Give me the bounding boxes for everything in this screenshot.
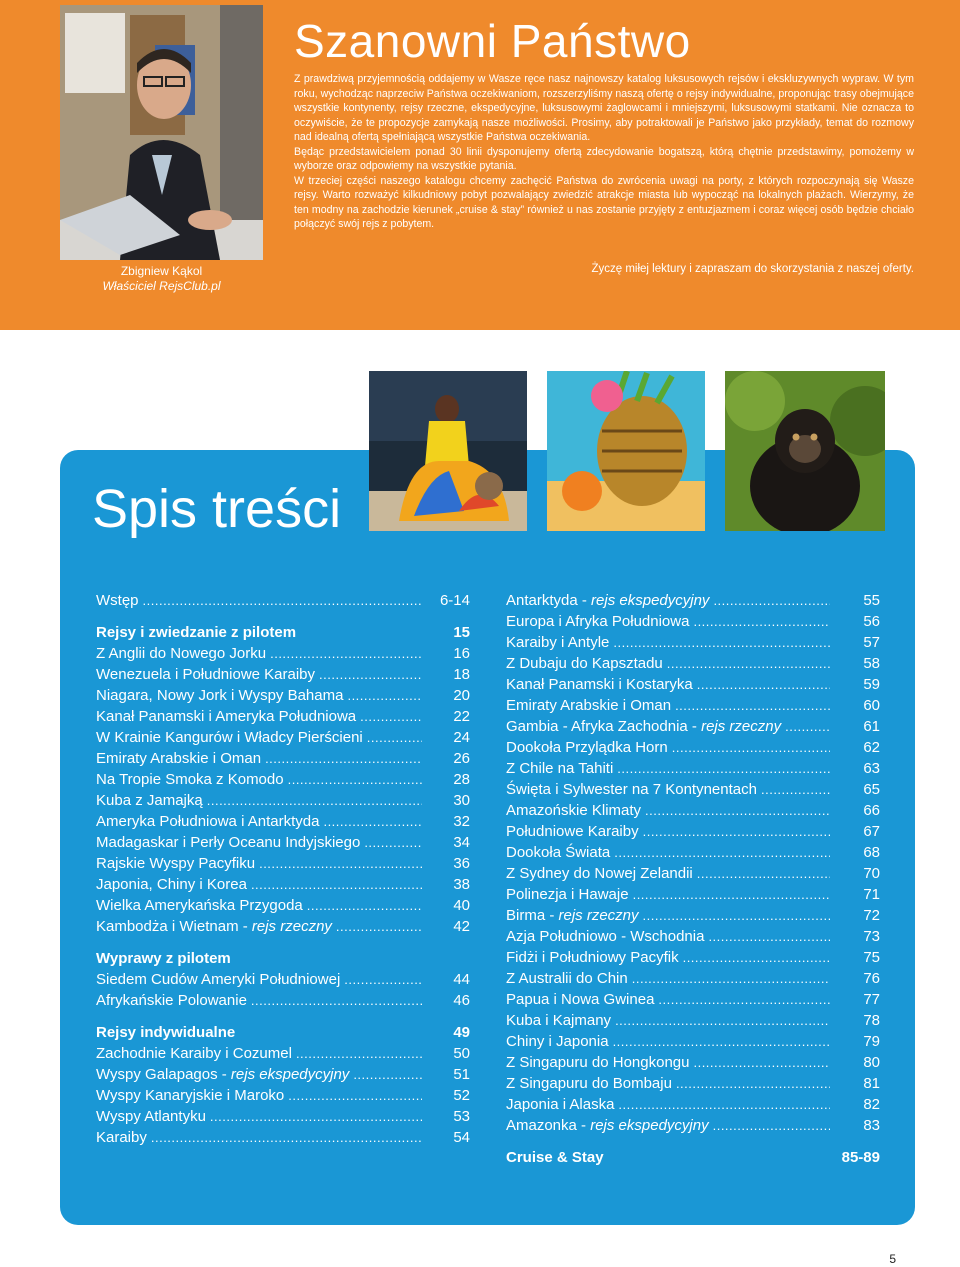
toc-page-number: 73: [863, 928, 880, 945]
page-number: 5: [889, 1252, 896, 1266]
caption-role: Właściciel RejsClub.pl: [102, 279, 221, 293]
toc-leader-dots: [618, 1094, 830, 1115]
toc-page-number: 68: [863, 844, 880, 861]
toc-entry: [506, 800, 880, 821]
toc-entry-title: Madagaskar i Perły Oceanu Indyjskiego: [96, 834, 361, 851]
toc-entry: [96, 643, 470, 664]
toc-entry: [96, 727, 470, 748]
toc-leader-dots: [675, 695, 830, 716]
toc-entry: [506, 590, 880, 611]
toc-page-number: 40: [453, 897, 470, 914]
toc-entry: [96, 811, 470, 832]
toc-page-number: 55: [863, 592, 880, 609]
toc-page-number: 59: [863, 676, 880, 693]
monkey-photo: [725, 371, 885, 531]
toc-page-number: 34: [453, 834, 470, 851]
toc-leader-dots: [713, 590, 830, 611]
toc-entry-title: Kambodża i Wietnam - rejs rzeczny: [96, 918, 332, 935]
toc-entry: [506, 989, 880, 1010]
toc-entry-title: Kuba z Jamajką: [96, 792, 203, 809]
greeting-title: Szanowni Państwo: [294, 15, 691, 67]
toc-page-number: 20: [453, 687, 470, 704]
toc-entry-title: Z Singapuru do Hongkongu: [506, 1054, 690, 1071]
toc-page-number: 63: [863, 760, 880, 777]
toc-page-number: 57: [863, 634, 880, 651]
toc-leader-dots: [633, 884, 830, 905]
toc-page-number: 16: [453, 645, 470, 662]
toc-entry-title: Japonia i Alaska: [506, 1096, 615, 1113]
toc-leader-dots: [259, 853, 422, 874]
toc-entry: [506, 1010, 880, 1031]
toc-leader-dots: [713, 1115, 830, 1136]
toc-entry: [506, 884, 880, 905]
toc-entry-title: Na Tropie Smoka z Komodo: [96, 771, 284, 788]
toc-page-number: 61: [863, 718, 880, 735]
toc-entry-title: Z Australii do Chin: [506, 970, 628, 987]
toc-entry: [506, 1094, 880, 1115]
toc-entry: [506, 737, 880, 758]
toc-entry-title: Z Singapuru do Bombaju: [506, 1075, 672, 1092]
toc-leader-dots: [632, 968, 830, 989]
toc-leader-dots: [785, 716, 830, 737]
toc-entry: [506, 716, 880, 737]
toc-entry: [96, 853, 470, 874]
toc-leader-dots: [353, 1064, 422, 1085]
toc-entry: [506, 926, 880, 947]
toc-entry-title: W Krainie Kangurów i Władcy Pierścieni: [96, 729, 363, 746]
toc-entry-title: Z Chile na Tahiti: [506, 760, 614, 777]
toc-entry: [506, 674, 880, 695]
toc-entry: [506, 821, 880, 842]
toc-page-number: 46: [453, 992, 470, 1009]
toc-leader-dots: [693, 611, 830, 632]
toc-leader-dots: [323, 811, 422, 832]
toc-leader-dots: [347, 685, 422, 706]
toc-entry: [96, 706, 470, 727]
toc-page-number: 50: [453, 1045, 470, 1062]
toc-leader-dots: [265, 748, 422, 769]
toc-entry-title: Niagara, Nowy Jork i Wyspy Bahama: [96, 687, 344, 704]
toc-entry: [96, 685, 470, 706]
toc-entry-title: Wyspy Galapagos - rejs ekspedycyjny: [96, 1066, 350, 1083]
toc-page-number: 26: [453, 750, 470, 767]
toc-leader-dots: [344, 969, 422, 990]
toc-entry: [506, 611, 880, 632]
toc-leader-dots: [708, 926, 830, 947]
toc-leader-dots: [296, 1043, 422, 1064]
toc-leader-dots: [251, 990, 422, 1011]
toc-section-heading: [96, 948, 470, 969]
toc-entry: [96, 748, 470, 769]
toc-entry: [96, 769, 470, 790]
toc-entry-title: Południowe Karaiby: [506, 823, 639, 840]
toc-section-heading: [96, 1022, 470, 1043]
toc-entry: [506, 968, 880, 989]
toc-entry-title: Z Anglii do Nowego Jorku: [96, 645, 267, 662]
toc-entry-title: Dookoła Świata: [506, 844, 611, 861]
toc-left-column: [96, 590, 470, 1148]
toc-entry-title: Amazonka - rejs ekspedycyjny: [506, 1117, 709, 1134]
toc-entry-title: Karaiby: [96, 1129, 147, 1146]
toc-entry: [96, 895, 470, 916]
toc-page-number: 54: [453, 1129, 470, 1146]
toc-entry: [506, 1073, 880, 1094]
toc-entry: [506, 632, 880, 653]
dancer-photo: [369, 371, 527, 531]
toc-page-number: 42: [453, 918, 470, 935]
toc-entry: [96, 916, 470, 937]
toc-leader-dots: [617, 758, 830, 779]
toc-page-number: 28: [453, 771, 470, 788]
toc-entry: [96, 1127, 470, 1148]
toc-entry-title: Rejsy i zwiedzanie z pilotem: [96, 624, 297, 641]
toc-entry-title: Rejsy indywidualne: [96, 1024, 236, 1041]
toc-entry: [96, 664, 470, 685]
toc-entry: [506, 1115, 880, 1136]
toc-leader-dots: [151, 1127, 422, 1148]
toc-entry-title: Papua i Nowa Gwinea: [506, 991, 655, 1008]
toc-entry-title: Afrykańskie Polowanie: [96, 992, 247, 1009]
toc-page-number: 58: [863, 655, 880, 672]
toc-page-number: 67: [863, 823, 880, 840]
toc-entry-title: Chiny i Japonia: [506, 1033, 609, 1050]
toc-page-number: 30: [453, 792, 470, 809]
toc-leader-dots: [676, 1073, 830, 1094]
toc-entry: [506, 947, 880, 968]
toc-page-number: 83: [863, 1117, 880, 1134]
toc-entry-title: Wstęp: [96, 592, 139, 609]
toc-leader-dots: [613, 632, 830, 653]
toc-section-heading: [506, 1147, 880, 1168]
toc-leader-dots: [697, 674, 830, 695]
toc-leader-dots: [336, 916, 422, 937]
toc-entry-title: Kanał Panamski i Ameryka Południowa: [96, 708, 357, 725]
toc-entry: [96, 590, 470, 611]
caption-name: Zbigniew Kąkol: [120, 264, 203, 278]
toc-entry-title: Wyspy Kanaryjskie i Maroko: [96, 1087, 285, 1104]
toc-page-number: 18: [453, 666, 470, 683]
toc-entry: [96, 1085, 470, 1106]
toc-page-number: 80: [863, 1054, 880, 1071]
toc-page-number: 66: [863, 802, 880, 819]
toc-entry: [506, 758, 880, 779]
toc-leader-dots: [645, 800, 830, 821]
toc-entry-title: Z Sydney do Nowej Zelandii: [506, 865, 693, 882]
toc-entry: [506, 1052, 880, 1073]
toc-leader-dots: [364, 832, 422, 853]
toc-leader-dots: [143, 590, 422, 611]
toc-entry: [96, 832, 470, 853]
toc-entry: [506, 695, 880, 716]
toc-page-number: 36: [453, 855, 470, 872]
toc-leader-dots: [672, 737, 830, 758]
toc-right-column: [506, 590, 880, 1168]
toc-entry: [96, 969, 470, 990]
toc-leader-dots: [693, 1052, 830, 1073]
toc-entry-title: Azja Południowo - Wschodnia: [506, 928, 705, 945]
toc-entry-title: Wyprawy z pilotem: [96, 950, 231, 967]
tropical-drink-photo: [547, 371, 705, 531]
toc-leader-dots: [207, 790, 422, 811]
toc-page-number: 65: [863, 781, 880, 798]
welcome-letter: [294, 72, 914, 232]
toc-leader-dots: [761, 779, 830, 800]
toc-entry-title: Europa i Afryka Południowa: [506, 613, 690, 630]
toc-page-number: 79: [863, 1033, 880, 1050]
toc-leader-dots: [683, 947, 830, 968]
toc-entry: [96, 1064, 470, 1085]
toc-page-number: 78: [863, 1012, 880, 1029]
toc-page-number: 81: [863, 1075, 880, 1092]
toc-leader-dots: [360, 706, 422, 727]
toc-entry: [506, 779, 880, 800]
toc-entry-title: Amazońskie Klimaty: [506, 802, 642, 819]
toc-leader-dots: [210, 1106, 422, 1127]
toc-leader-dots: [307, 895, 422, 916]
toc-entry-title: Ameryka Południowa i Antarktyda: [96, 813, 320, 830]
toc-page-number: 22: [453, 708, 470, 725]
toc-leader-dots: [667, 653, 830, 674]
toc-leader-dots: [251, 874, 422, 895]
toc-page-number: 15: [453, 624, 470, 641]
toc-entry: [506, 1031, 880, 1052]
owner-photo: [60, 5, 263, 260]
toc-page-number: 53: [453, 1108, 470, 1125]
toc-leader-dots: [367, 727, 422, 748]
toc-entry: [506, 905, 880, 926]
toc-entry-title: Emiraty Arabskie i Oman: [96, 750, 262, 767]
toc-title: Spis treści: [92, 479, 342, 539]
toc-page-number: 77: [863, 991, 880, 1008]
toc-page-number: 82: [863, 1096, 880, 1113]
toc-entry-title: Polinezja i Hawaje: [506, 886, 629, 903]
letter-signoff: Życzę miłej lektury i zapraszam do skorzystania z naszej oferty.: [591, 263, 914, 275]
toc-entry-title: Siedem Cudów Ameryki Południowej: [96, 971, 341, 988]
toc-entry-title: Emiraty Arabskie i Oman: [506, 697, 672, 714]
toc-entry: [96, 1106, 470, 1127]
toc-leader-dots: [697, 863, 830, 884]
toc-entry: [506, 653, 880, 674]
photo-caption: [60, 264, 263, 294]
toc-page-number: 44: [453, 971, 470, 988]
toc-entry-title: Wyspy Atlantyku: [96, 1108, 206, 1125]
toc-entry: [96, 1043, 470, 1064]
toc-page-number: 52: [453, 1087, 470, 1104]
letter-paragraph: Z prawdziwą przyjemnością oddajemy w Wasze ręce nasz najnowszy katalog luksusowych rejsów i ekskluzywnych wypraw. W tym roku, wychodząc naprzeciw Państwa oczekiwaniom, rozszerzyliśmy naszą ofertę o rejsy indywidualne, proponując trasy obejmujące wszystkie kontynenty, rejsy rzeczne, ekspedycyjne, luksusowymi żaglowcami i mniejszymi, luksusowymi statkami. Nie oznacza to oczywiście, że te propozycje zamykają nasze możliwości. Prosimy, aby potraktowali je Państwo jako przykłady, temat do rozmowy nad idealną ofertą spełniającą wszystkie Państwa oczekiwania.: [294, 73, 914, 143]
toc-page-number: 32: [453, 813, 470, 830]
toc-page-number: 71: [863, 886, 880, 903]
toc-entry-title: Wielka Amerykańska Przygoda: [96, 897, 303, 914]
toc-leader-dots: [288, 769, 422, 790]
toc-leader-dots: [319, 664, 422, 685]
toc-page-number: 75: [863, 949, 880, 966]
toc-entry: [506, 842, 880, 863]
toc-leader-dots: [643, 821, 830, 842]
toc-page-number: 85-89: [841, 1149, 880, 1166]
toc-leader-dots: [643, 905, 830, 926]
toc-entry-title: Gambia - Afryka Zachodnia - rejs rzeczny: [506, 718, 782, 735]
toc-page-number: 56: [863, 613, 880, 630]
toc-leader-dots: [613, 1031, 830, 1052]
toc-page-number: 24: [453, 729, 470, 746]
toc-entry-title: Święta i Sylwester na 7 Kontynentach: [506, 781, 757, 798]
toc-entry-title: Kuba i Kajmany: [506, 1012, 612, 1029]
toc-entry-title: Rajskie Wyspy Pacyfiku: [96, 855, 256, 872]
toc-page-number: 6-14: [439, 592, 470, 609]
toc-entry-title: Wenezuela i Południowe Karaiby: [96, 666, 316, 683]
toc-entry-title: Japonia, Chiny i Korea: [96, 876, 247, 893]
toc-page-number: 76: [863, 970, 880, 987]
toc-leader-dots: [270, 643, 422, 664]
toc-page-number: 70: [863, 865, 880, 882]
toc-entry: [96, 790, 470, 811]
toc-entry-title: Zachodnie Karaiby i Cozumel: [96, 1045, 292, 1062]
toc-entry-title: Z Dubaju do Kapsztadu: [506, 655, 663, 672]
toc-entry: [96, 990, 470, 1011]
toc-entry-title: Dookoła Przylądka Horn: [506, 739, 668, 756]
toc-leader-dots: [614, 842, 830, 863]
toc-leader-dots: [615, 1010, 830, 1031]
toc-page-number: 38: [453, 876, 470, 893]
toc-entry-title: Antarktyda - rejs ekspedycyjny: [506, 592, 710, 609]
toc-entry-title: Birma - rejs rzeczny: [506, 907, 639, 924]
toc-entry-title: Fidżi i Południowy Pacyfik: [506, 949, 679, 966]
toc-entry: [506, 863, 880, 884]
toc-page-number: 49: [453, 1024, 470, 1041]
toc-entry-title: Cruise & Stay: [506, 1149, 604, 1166]
toc-leader-dots: [288, 1085, 422, 1106]
toc-entry-title: Karaiby i Antyle: [506, 634, 610, 651]
toc-page-number: 51: [453, 1066, 470, 1083]
toc-page-number: 62: [863, 739, 880, 756]
letter-paragraph: Będąc przedstawicielem ponad 30 linii dysponujemy ofertą zdecydowanie bogatszą, którą chętnie przedstawimy, pomożemy w wyborze oraz odpowiemy na wszystkie pytania.: [294, 145, 914, 172]
toc-page-number: 60: [863, 697, 880, 714]
toc-page-number: 72: [863, 907, 880, 924]
toc-entry-title: Kanał Panamski i Kostaryka: [506, 676, 693, 693]
toc-entry: [96, 874, 470, 895]
toc-leader-dots: [658, 989, 830, 1010]
letter-paragraph: W trzeciej części naszego katalogu chcemy zachęcić Państwa do zwrócenia uwagi na porty, z których rozpoczynają się Wasze rejsy. Warto rozważyć kilkudniowy pobyt pozwalający zwiedzić atrakcje miasta lub wypocząć na lokalnych plażach. Wierzymy, że ten modny na zachodzie kierunek „cruise & stay” również u nas zostanie przyjęty z entuzjazmem i coraz więcej osób będzie chciało połączyć swój rejs z pobytem.: [294, 174, 914, 230]
toc-section-heading: [96, 622, 470, 643]
